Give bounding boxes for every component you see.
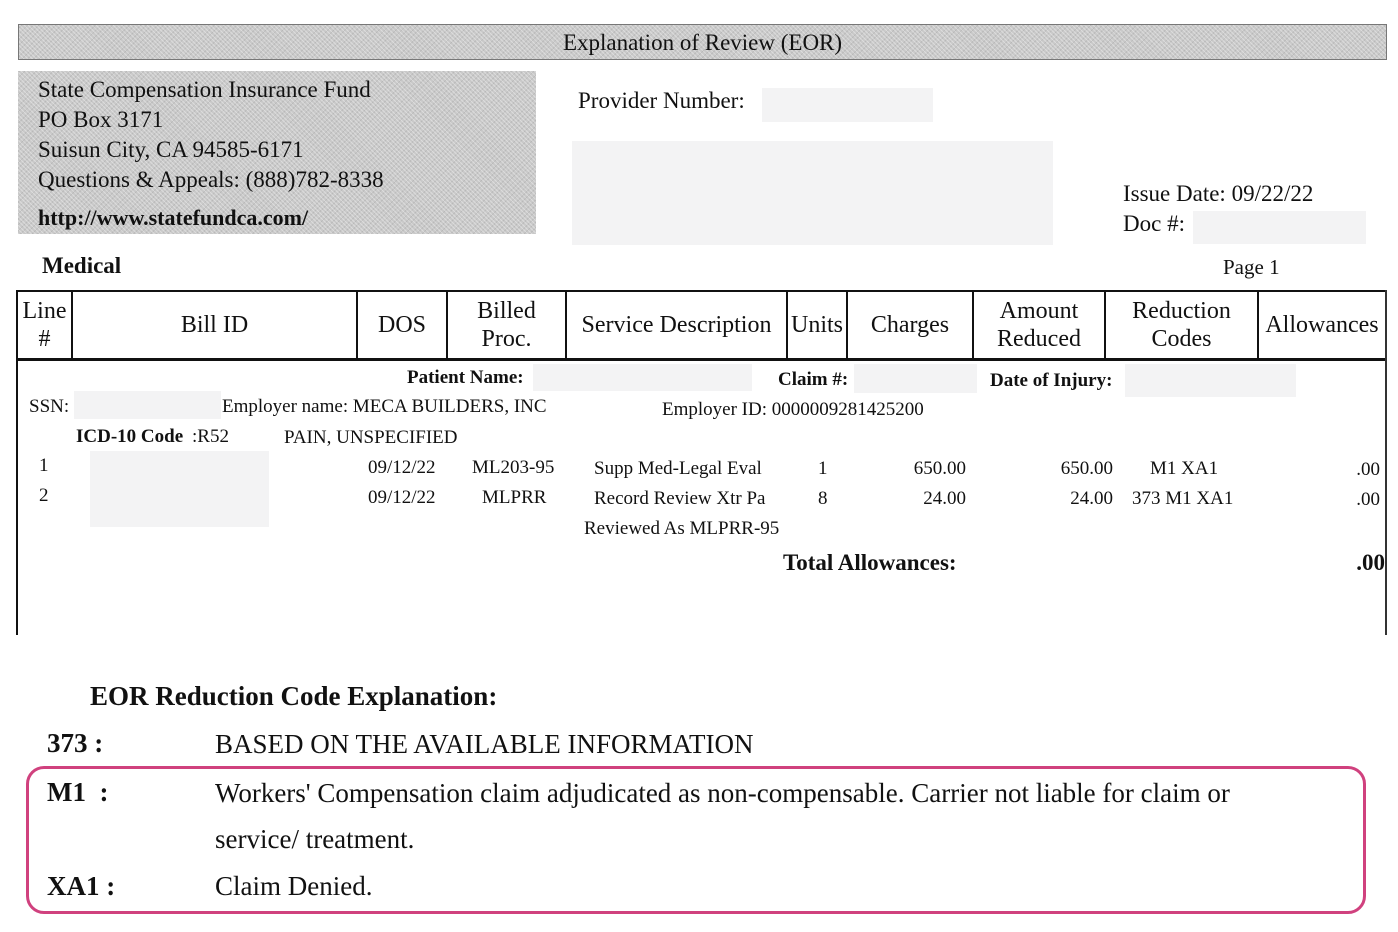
issue-date: Issue Date: 09/22/22: [1123, 181, 1314, 206]
row-2-line: 2: [39, 485, 49, 506]
date-of-injury-label: Date of Injury:: [990, 370, 1113, 391]
code-m1: M1 :: [47, 777, 109, 807]
code-xa1: XA1 :: [47, 871, 116, 901]
header-units-text: Units: [790, 312, 843, 338]
row-2-proc: MLPRR: [482, 487, 547, 508]
explanation-heading: EOR Reduction Code Explanation:: [90, 681, 498, 711]
icd-code-label: ICD-10 Code: [76, 426, 184, 447]
page-number: Page 1: [1223, 255, 1280, 279]
code-m1-text-continued: service/ treatment.: [215, 824, 415, 854]
header-line-1: Line: [22, 298, 67, 324]
table-right-border: [1385, 290, 1387, 635]
header-line: [18, 294, 71, 356]
header-bill-id-text: Bill ID: [180, 312, 249, 338]
header-reduced: Reduced: [997, 326, 1081, 352]
header-reduction: Reduction: [1132, 298, 1231, 324]
row-2-allowance: .00: [1356, 489, 1380, 510]
header-reduction-codes: [1106, 294, 1257, 356]
row-2-codes: 373 M1 XA1: [1132, 488, 1234, 509]
header-bill-id: [73, 294, 356, 356]
row-1-units: 1: [818, 458, 828, 479]
icd-code: :R52: [192, 426, 229, 447]
reviewed-as-note: Reviewed As MLPRR-95: [584, 518, 780, 539]
document-title: Explanation of Review (EOR): [562, 30, 843, 55]
doc-number-label: Doc #:: [1123, 211, 1185, 236]
insurer-website: http://www.statefundca.com/: [38, 205, 309, 230]
row-1-allowance: .00: [1356, 459, 1380, 480]
header-amount: Amount: [999, 298, 1079, 324]
total-allowances-label: Total Allowances:: [783, 550, 957, 575]
row-2-units: 8: [818, 488, 828, 509]
header-codes: Codes: [1151, 326, 1212, 352]
insurer-phone: Questions & Appeals: (888)782-8338: [38, 167, 384, 192]
row-1-reduced: 650.00: [1060, 458, 1113, 479]
insurer-po-box: PO Box 3171: [38, 107, 164, 132]
table-top-border: [16, 290, 1387, 292]
header-dos-text: DOS: [377, 312, 426, 338]
employer-id: Employer ID: 0000009281425200: [662, 399, 924, 420]
table-header-border: [16, 358, 1387, 361]
ssn-label: SSN:: [29, 396, 70, 417]
header-charges-text: Charges: [870, 312, 950, 338]
header-units: [788, 294, 846, 356]
provider-address-redaction: [572, 141, 1053, 245]
claim-number-label: Claim #:: [778, 369, 849, 390]
date-of-injury-redaction: [1125, 364, 1296, 397]
row-2-dos: 09/12/22: [368, 487, 436, 508]
header-billed: Billed: [477, 298, 536, 324]
row-1-charges: 650.00: [913, 458, 966, 479]
row-2-description: Record Review Xtr Pa: [594, 488, 766, 509]
employer-name: Employer name: MECA BUILDERS, INC: [222, 396, 547, 417]
doc-number-redaction: [1193, 211, 1366, 244]
claim-number-redaction: [854, 364, 977, 393]
insurer-city: Suisun City, CA 94585-6171: [38, 137, 304, 162]
bill-id-redaction: [90, 451, 269, 527]
ssn-redaction: [74, 391, 221, 419]
row-1-line: 1: [39, 455, 49, 476]
row-1-description: Supp Med-Legal Eval: [594, 458, 762, 479]
header-line-2: #: [38, 326, 51, 352]
row-2-charges: 24.00: [923, 488, 966, 509]
code-373-text: BASED ON THE AVAILABLE INFORMATION: [215, 729, 754, 759]
section-label: Medical: [42, 253, 122, 278]
icd-description: PAIN, UNSPECIFIED: [284, 427, 458, 448]
eor-table: [16, 290, 1387, 635]
row-1-proc: ML203-95: [472, 457, 555, 478]
header-proc: Proc.: [481, 326, 532, 352]
row-1-dos: 09/12/22: [368, 457, 436, 478]
title-bar: [18, 24, 1387, 60]
header-service-description: [567, 294, 786, 356]
row-1-codes: M1 XA1: [1150, 458, 1219, 479]
insurer-name: State Compensation Insurance Fund: [38, 77, 371, 102]
insurer-address-box: [18, 71, 536, 234]
header-amount-reduced: [974, 294, 1104, 356]
provider-number-label: Provider Number:: [578, 88, 745, 113]
header-charges: [848, 294, 972, 356]
code-xa1-text: Claim Denied.: [215, 871, 373, 901]
total-allowances-value: .00: [1356, 550, 1385, 575]
row-2-reduced: 24.00: [1070, 488, 1113, 509]
code-m1-text: Workers' Compensation claim adjudicated as non-compensable. Carrier not liable for claim or: [215, 778, 1230, 808]
provider-number-redaction: [762, 88, 933, 122]
header-allowances: [1259, 294, 1385, 356]
patient-name-redaction: [533, 364, 752, 391]
header-service-description-text: Service Description: [581, 312, 772, 338]
header-billed-proc: [448, 294, 565, 356]
code-373: 373 :: [47, 728, 104, 758]
patient-name-label: Patient Name:: [407, 367, 524, 388]
header-allowances-text: Allowances: [1265, 312, 1379, 338]
header-dos: [358, 294, 446, 356]
